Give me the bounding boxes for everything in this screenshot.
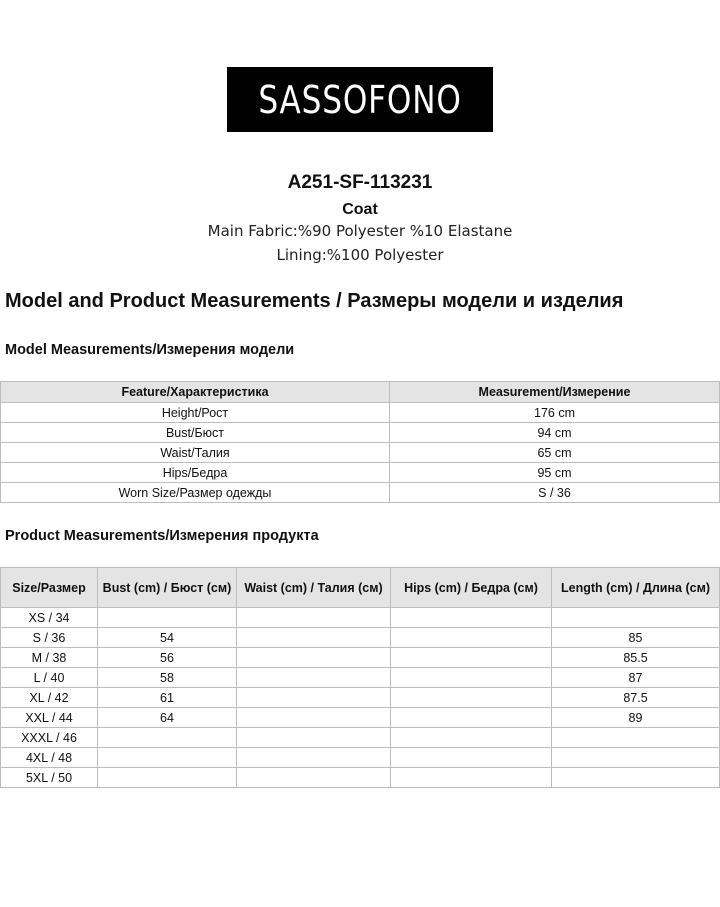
column-header: Feature/Характеристика xyxy=(1,382,390,403)
table-cell xyxy=(237,648,391,668)
table-cell xyxy=(237,688,391,708)
table-cell: L / 40 xyxy=(1,668,98,688)
product-section-heading: Product Measurements/Измерения продукта xyxy=(5,528,319,544)
table-cell xyxy=(237,748,391,768)
brand-logo xyxy=(227,67,493,132)
lining-fabric: Lining:%100 Polyester xyxy=(276,246,444,264)
table-cell: 61 xyxy=(98,688,237,708)
page-title: Model and Product Measurements / Размеры модели и изделия xyxy=(5,290,624,312)
table-cell: 5XL / 50 xyxy=(1,768,98,788)
table-cell: 89 xyxy=(552,708,720,728)
table-cell: 54 xyxy=(98,628,237,648)
table-cell xyxy=(98,748,237,768)
table-cell xyxy=(98,608,237,628)
table-cell: 87.5 xyxy=(552,688,720,708)
table-cell xyxy=(391,768,552,788)
table-cell: 85 xyxy=(552,628,720,648)
table-cell: Bust/Бюст xyxy=(1,423,390,443)
table-cell xyxy=(391,728,552,748)
table-row xyxy=(1,628,720,648)
table-cell: 94 cm xyxy=(390,423,720,443)
table-cell xyxy=(391,688,552,708)
table-row xyxy=(1,463,720,483)
table-cell: XXL / 44 xyxy=(1,708,98,728)
table-header-row xyxy=(1,568,720,608)
table-cell xyxy=(391,608,552,628)
table-cell: 58 xyxy=(98,668,237,688)
table-cell: 64 xyxy=(98,708,237,728)
table-cell: Height/Рост xyxy=(1,403,390,423)
table-cell: S / 36 xyxy=(390,483,720,503)
brand-logo-text: SASSOFONO xyxy=(258,77,462,122)
table-cell: Hips/Бедра xyxy=(1,463,390,483)
table-row xyxy=(1,423,720,443)
table-cell xyxy=(552,768,720,788)
table-cell: 4XL / 48 xyxy=(1,748,98,768)
table-cell: M / 38 xyxy=(1,648,98,668)
table-cell xyxy=(237,668,391,688)
table-row xyxy=(1,648,720,668)
table-cell xyxy=(237,728,391,748)
product-measurements-table xyxy=(0,567,720,788)
table-row xyxy=(1,668,720,688)
table-cell: 95 cm xyxy=(390,463,720,483)
table-row xyxy=(1,768,720,788)
table-cell xyxy=(237,628,391,648)
table-cell: 85.5 xyxy=(552,648,720,668)
table-row xyxy=(1,728,720,748)
table-cell: Waist/Талия xyxy=(1,443,390,463)
table-row xyxy=(1,443,720,463)
column-header: Measurement/Измерение xyxy=(390,382,720,403)
column-header: Hips (cm) / Бедра (см) xyxy=(391,568,552,608)
table-cell xyxy=(237,708,391,728)
table-cell xyxy=(237,608,391,628)
table-row xyxy=(1,608,720,628)
table-cell xyxy=(391,628,552,648)
table-cell: 65 cm xyxy=(390,443,720,463)
table-cell: Worn Size/Размер одежды xyxy=(1,483,390,503)
table-row xyxy=(1,483,720,503)
table-cell xyxy=(552,728,720,748)
table-row xyxy=(1,403,720,423)
model-section-heading: Model Measurements/Измерения модели xyxy=(5,342,295,358)
table-row xyxy=(1,708,720,728)
table-row xyxy=(1,688,720,708)
product-code: A251-SF-113231 xyxy=(287,172,433,193)
table-cell xyxy=(391,668,552,688)
table-cell xyxy=(391,748,552,768)
column-header: Size/Размер xyxy=(1,568,98,608)
table-cell: S / 36 xyxy=(1,628,98,648)
column-header: Bust (cm) / Бюст (см) xyxy=(98,568,237,608)
table-cell: 87 xyxy=(552,668,720,688)
table-cell xyxy=(391,708,552,728)
table-cell xyxy=(98,768,237,788)
column-header: Waist (cm) / Талия (см) xyxy=(237,568,391,608)
table-cell xyxy=(98,728,237,748)
table-cell: XS / 34 xyxy=(1,608,98,628)
column-header: Length (cm) / Длина (см) xyxy=(552,568,720,608)
table-cell: 176 cm xyxy=(390,403,720,423)
table-cell: XL / 42 xyxy=(1,688,98,708)
table-cell xyxy=(391,648,552,668)
main-fabric: Main Fabric:%90 Polyester %10 Elastane xyxy=(207,222,513,240)
table-cell xyxy=(237,768,391,788)
table-cell: XXXL / 46 xyxy=(1,728,98,748)
table-cell xyxy=(552,748,720,768)
product-type: Coat xyxy=(342,201,378,218)
table-cell: 56 xyxy=(98,648,237,668)
table-row xyxy=(1,748,720,768)
table-header-row xyxy=(1,382,720,403)
table-cell xyxy=(552,608,720,628)
model-measurements-table xyxy=(0,381,720,503)
